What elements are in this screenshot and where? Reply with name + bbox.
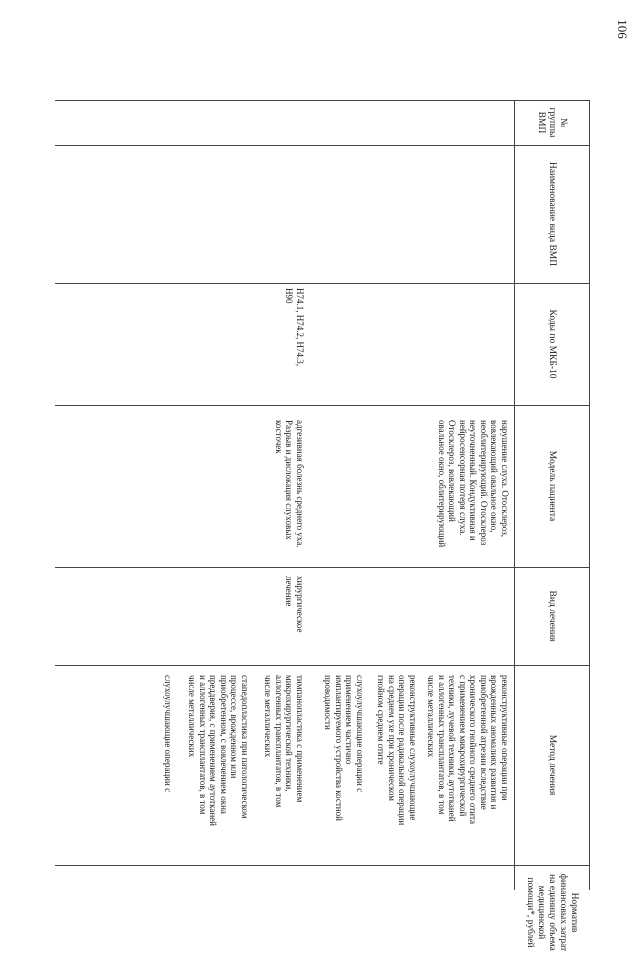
treatment-method-cell: реконструктивные слухоулучшающие операции после радикальной операции на среднем ухе при хроническом гнойном среднем отите	[376, 675, 418, 826]
treatment-method-cell: стапедопластика при патологическом процессе, врожденном или приобретенном, с вовлечением окна преддверия, с применением аутотканей и аллогенных трансплантатов, в том числе металлических	[187, 675, 250, 826]
column-divider	[55, 100, 590, 101]
column-divider	[55, 145, 590, 146]
header-patient-model: Модель пациента	[547, 450, 558, 522]
patient-model-cell: адгезивная болезнь среднего уха. Разрыв и дислокация слуховых косточек	[274, 420, 305, 548]
treatment-type-cell: хирургическое лечение	[284, 576, 305, 633]
header-treatment-type: Вид лечения	[547, 590, 558, 642]
column-divider	[55, 283, 590, 284]
treatment-method-cell: тимпанопластика с применением микрохирургической техники, аллогенных трансплантатов, в том числе металлических	[263, 675, 305, 808]
header-treatment-method: Метод лечения	[547, 734, 558, 796]
column-divider	[55, 567, 590, 568]
header-financial-norm: Норматив финансовых затрат на единицу объема медицинской помощи*, рублей	[525, 873, 580, 952]
column-divider	[55, 865, 590, 866]
header-group-number: № группы ВМП	[536, 107, 569, 138]
page-number: 106	[615, 19, 630, 39]
header-bottom-border	[514, 100, 515, 890]
table-top-border	[589, 100, 590, 890]
header-icd-codes: Коды по МКБ-10	[547, 309, 558, 379]
treatment-method-cell: слухоулучшающие операции с	[163, 675, 173, 793]
icd-codes-cell: H74.1, H74.2, H74.3, H90	[284, 288, 305, 366]
patient-model-cell: нарушение слуха. Отосклероз, вовлекающий овальное окно, необлитерирующий. Отосклероз неуточненный. Кондуктивная и нейросенсорная потеря слуха. Отосклероз, вовлекающий овальное окно, облитерирующий	[437, 420, 510, 548]
treatment-method-cell: реконструктивные операции при врожденных аномалиях развития и приобретенной атрезии вследствие хронического гнойного среднего отита с применением микрохирургической техники, лучевой техники, аутотканей и аллогенных трансплантатов, в том числе металлических	[426, 675, 510, 825]
column-divider	[55, 665, 590, 666]
column-divider	[55, 405, 590, 406]
treatment-method-cell: слухоулучшающие операции с применением частично имплантируемого устройства костной проводимости	[323, 675, 365, 821]
rotated-table	[55, 100, 590, 952]
header-vmp-name: Наименование вида ВМП	[547, 161, 558, 267]
